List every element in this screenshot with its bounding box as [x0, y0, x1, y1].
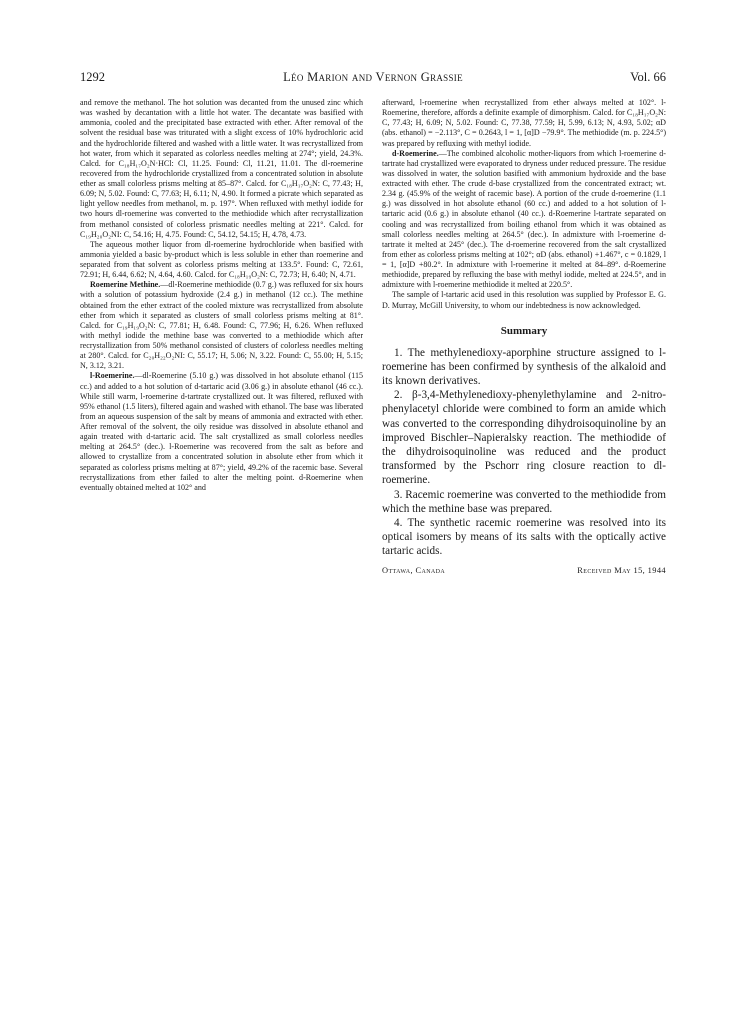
summary-item: 4. The synthetic racemic roemerine was resolved into its optical isomers by means of its salts with the optically active tartaric acids. — [382, 517, 666, 558]
page-number: 1292 — [80, 70, 105, 84]
paragraph-acknowledgment: The sample of l-tartaric acid used in this resolution was supplied by Professor E. G. D. Murray, McGill University, to whom our indebtedness is now acknowledged. — [382, 290, 666, 310]
volume-label: Vol. 66 — [630, 70, 666, 84]
summary-item: 3. Racemic roemerine was converted to the methiodide from which the methine base was prepared. — [382, 488, 666, 515]
paragraph: The aqueous mother liquor from dl-roemerine hydrochloride when basified with ammonia yielded a basic by-product which is less soluble in ether than roemerine and separated from that solvent as colorless prisms melting at 133.5°. Found: C, 72.61, 72.91; H, 6.44, 6.62; N, 4.64, 4.60. Calcd. for C₁₈H₁₉O₂N: C, 72.73; H, 6.40; N, 4.71. — [80, 239, 363, 280]
paragraph-l-roemerine: l-Roemerine.—dl-Roemerine (5.10 g.) was dissolved in hot absolute ethanol (115 cc.) and added to a hot solution of d-tartaric acid (3.06 g.) in absolute ethanol (46 cc.). While still warm, l-roemerine d-tartrate crystallized out. It was filtered, refluxed with 95% ethanol (1.5 liters), filtered again and washed with ethanol. The base was liberated from an aqueous suspension of the salt by means of ammonia and extracted with ether. After removal of the solvent, the oily residue was dissolved in absolute ethanol and again treated with d-tartaric acid. The salt crystallized as small colorless needles melting at 264.5° (dec.). l-Roemerine was recovered from the salt as before and allowed to crystallize from a concentrated solution in absolute ether from which it separated as colorless prisms melting at 87°; yield, 49.2% of the racemic base. Several recrystallizations from ether failed to alter the melting point. d-Roemerine when eventually obtained melted at 102° and — [80, 371, 363, 492]
paragraph-roemerine-methine: Roemerine Methine.—dl-Roemerine methiodide (0.7 g.) was refluxed for six hours with a solution of potassium hydroxide (2.4 g.) in methanol (12 cc.). The methine obtained from the ether extract of the cooled mixture was recrystallized from absolute ether from which it separated as clusters of small colorless prisms melting at 81°. Calcd. for C₁₉H₁₉O₂N: C, 77.81; H, 6.48. Found: C, 77.96; H, 6.26. When refluxed with methyl iodide the methine base was converted to a methiodide which after recrystallization from 50% methanol consisted of clusters of colorless needles melting at 280°. Calcd. for C₂₀H₂₂O₂NI: C, 55.17; H, 5.06; N, 3.22. Found: C, 55.00; H, 5.15; N, 3.12, 3.21. — [80, 280, 363, 371]
summary-item: 2. β-3,4-Methylenedioxy-phenylethylamine and 2-nitro-phenylacetyl chloride were combined to form an amide which was converted to the corresponding dihydroisoquinoline by an improved Bischler–Napieralsky reaction. The methiodide of the dihydroisoquinoline was reduced and the product transformed by the Pschorr ring closure reaction to dl-roemerine. — [382, 389, 666, 487]
article-footer — [382, 566, 666, 575]
right-column — [382, 98, 666, 575]
paragraph-d-roemerine: d-Roemerine.—The combined alcoholic mother-liquors from which l-roemerine d-tartrate had crystallized were evaporated to dryness under reduced pressure. The residue was dissolved in water, the solution basified with ammonium hydroxide and the base extracted with ether. The crude d-base crystallized from the concentrated extract; wt. 2.34 g. (45.9% of the weight of racemic base). A portion of the crude d-roemerine (1.1 g.) was dissolved in hot absolute ethanol (60 cc.) and added to a hot solution of l-tartaric acid (0.6 g.) in absolute ethanol (40 cc.). d-Roemerine l-tartrate separated on cooling and was recrystallized from boiling ethanol from which it was obtained as small colorless needles melting at 264.5° (dec.). In admixture with l-roemerine d-tartrate it melted at 245° (dec.). The d-roemerine recovered from the salt crystallized from ether as colorless prisms melting at 102°; αD (abs. ethanol) +1.467°, c = 0.1829, l = 1, [α]D +80.2°. In admixture with l-roemerine it melted at 84–89°. d-Roemerine methiodide, prepared by refluxing the base with methyl iodide, melted at 224.5°, and in admixture with l-roemerine methiodide it melted at 220.5°. — [382, 148, 666, 290]
summary-item: 1. The methylenedioxy-aporphine structure assigned to l-roemerine has been confirmed by synthesis of the alkaloid and its known derivatives. — [382, 346, 666, 388]
run-in-heading: Roemerine Methine. — [90, 280, 161, 290]
left-column — [80, 98, 363, 493]
running-header — [80, 70, 666, 88]
paragraph: and remove the methanol. The hot solution was decanted from the unused zinc which was washed by decantation with a little hot water. The decantate was basified with ammonia, cooled and the precipitated base extracted with ether. After removal of the solvent the residual base was triturated with a slight excess of 10% hydrochloric acid and the hydrochloride filtered and washed with a little water. It was recrystallized from hot water, from which it separated as colorless needles melting at 274°; yield, 24.3%. Calcd. for C₁₈H₁₇O₂N·HCl: Cl, 11.25. Found: Cl, 11.21, 11.01. The dl-roemerine recovered from the hydrochloride crystallized from a concentrated solution in absolute ether as small colorless prisms melting at 85–87°. Calcd. for C₁₈H₁₇O₂N: C, 77.43; H, 6.09; N, 5.02. Found: C, 77.63; H, 6.11; N, 4.90. It formed a picrate which separated as light yellow needles from methanol, m. p. 197°. When refluxed with methyl iodide for two hours dl-roemerine was converted to the methiodide which after recrystallization from methanol consisted of colorless prismatic needles melting at 221°. Calcd. for C₁₉H₂₀O₂NI: C, 54.16; H, 4.75. Found: C, 54.12, 54.15; H, 4.78, 4.73. — [80, 98, 363, 239]
author-location: Ottawa, Canada — [382, 565, 446, 575]
run-in-heading: l-Roemerine. — [90, 371, 135, 381]
paragraph: afterward, l-roemerine when recrystallized from ether always melted at 102°. l-Roemerine, therefore, affords a definite example of dimorphism. Calcd. for C₁₈H₁₇O₂N: C, 77.43; H, 6.09; N, 5.02. Found: C, 77.38, 77.59; H, 5.99, 6.13; N, 4.93, 5.02; αD (abs. ethanol) = −2.113°, C = 0.2643, l = 1, [α]D −79.9°. The methiodide (m. p. 224.5°) was prepared by refluxing with methyl iodide. — [382, 98, 666, 148]
running-title: Léo Marion and Vernon Grassie — [283, 70, 463, 84]
run-in-heading: d-Roemerine. — [392, 148, 439, 158]
summary-heading: Summary — [500, 324, 548, 337]
received-date: Received May 15, 1944 — [577, 565, 666, 575]
